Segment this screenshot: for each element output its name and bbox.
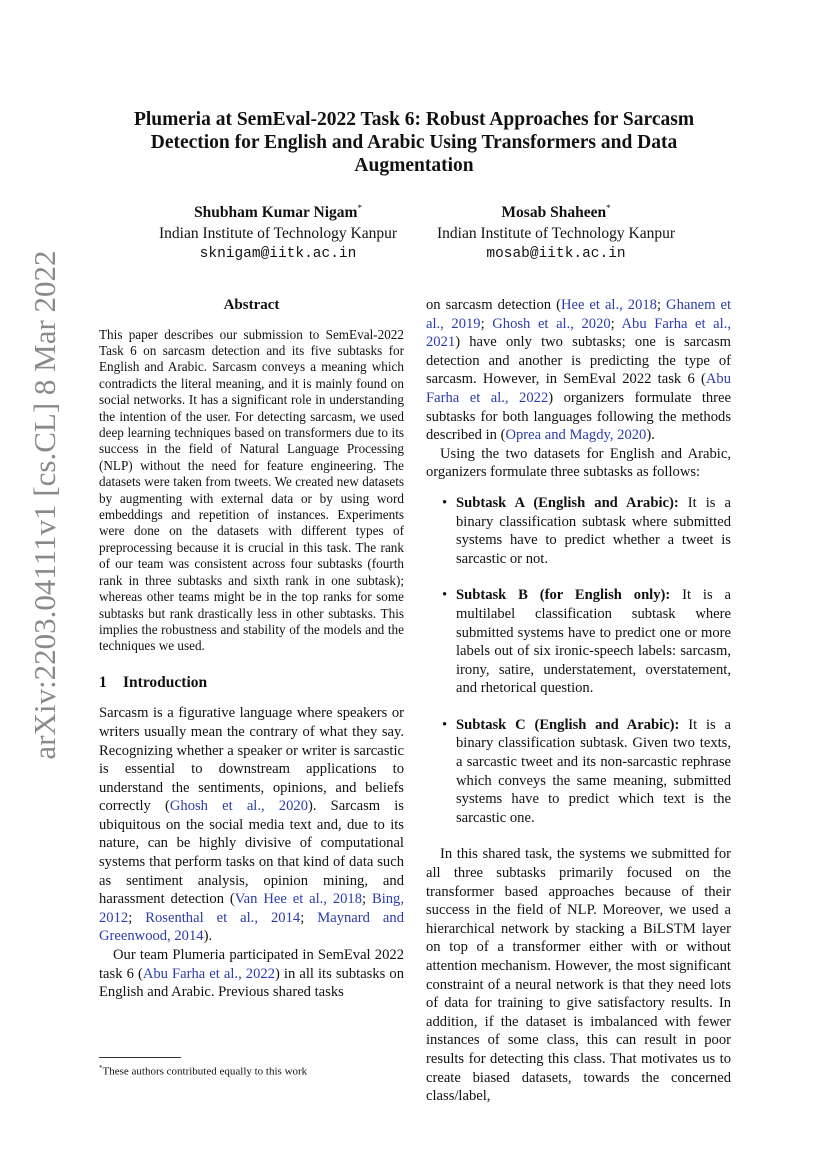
author-name: Shubham Kumar Nigam* — [194, 203, 362, 222]
body-paragraph: Using the two datasets for English and Arabic, organizers formulate three subtasks as follows: — [426, 445, 731, 481]
abstract-text: This paper describes our submission to SemEval-2022 Task 6 on sarcasm detection and its five subtasks for English and Arabic. Sarcasm conveys a meaning which contradicts the literal meaning, and it is mainly found on social networks. It has a significant role in understanding the intention of the user. For detecting sarcasm, we used deep learning techniques based on transformers due to its success in the field of Natural Language Processing (NLP) without the need for feature engineering. The datasets were taken from tweets. We created new datasets by augmenting with external data or by using word embeddings and repetition of instances. Experiments were done on the datasets with different types of preprocessing because it is crucial in this task. The rank of our team was consistent across four subtasks (fourth rank in three subtasks and sixth rank in one subtask); whereas other teams might be in the top ranks for some subtasks but rank drastically less in other subtasks. This implies the robustness and stability of the models and the techniques we used. — [99, 326, 404, 654]
subtask-label: Subtask B (for English only): — [456, 587, 671, 604]
author-email: sknigam@iitk.ac.in — [199, 246, 357, 263]
citation-link[interactable]: Abu Farha et al., 2022 — [142, 965, 275, 982]
citation-link[interactable]: Oprea and Magdy, 2020 — [505, 427, 647, 444]
subtask-text: It is a binary classification subtask where submitted systems have to predict whether a tweet is sarcastic or not. — [456, 494, 731, 567]
citation-link[interactable]: Maynard and Greenwood, 2014 — [99, 909, 405, 945]
subtask-item: • Subtask C (English and Arabic): It is a binary classification subtask. Given two texts, a sarcastic tweet and its non-sarcastic rephrase which conveys the same meaning, submitted systems have to predict which text is the sarcastic one. — [442, 716, 731, 826]
citation-link[interactable]: Ghosh et al., 2020 — [169, 798, 308, 815]
section-heading — [99, 674, 404, 693]
citation-link[interactable]: Abu Farha et al., 2021 — [426, 315, 731, 351]
abstract-heading: Abstract — [223, 297, 280, 313]
subtask-text: It is a multilabel classification subtask where submitted systems have to predict one or more labels out of six ironic-speech labels: sarcasm, irony, satire, understatement, overstatement, and rhetorical question. — [456, 587, 731, 697]
paper-title: Plumeria at SemEval-2022 Task 6: Robust Approaches for Sarcasm Detection for English and Arabic Using Transformers and Data Augmentation — [133, 109, 695, 176]
author-affiliation: Indian Institute of Technology Kanpur — [159, 225, 397, 243]
body-paragraph: In this shared task, the systems we submitted for all three subtasks primarily focused on the transformer based approaches because of their success in the field of NLP. Moreover, we used a hierarchical network by stacking a BiLSTM layer on top of a transformer either with or without attention mechanism. However, the most significant constraint of a neural network is that they need lots of data for training to give satisfactory results. In addition, if the dataset is imbalanced with fewer instances of some class, this can result in poor results for detecting this class. That motivates us to create biased datasets, towards the concerned class/label, — [426, 846, 731, 1105]
author-email: mosab@iitk.ac.in — [486, 246, 626, 263]
right-column — [426, 296, 731, 1106]
intro-paragraph-2: Our team Plumeria participated in SemEval 2022 task 6 (Abu Farha et al., 2022) in all its subtasks on English and Arabic. Previous shared tasks — [99, 947, 404, 1001]
author-name: Mosab Shaheen* — [501, 203, 611, 222]
citation-link[interactable]: Ghosh et al., 2020 — [492, 315, 611, 332]
subtask-label: Subtask C (English and Arabic): — [456, 716, 680, 733]
subtask-label: Subtask A (English and Arabic): — [456, 494, 679, 511]
subtask-item: • Subtask B (for English only): It is a multilabel classification subtask where submitted systems have to predict one or more labels out of six ironic-speech labels: sarcasm, irony, satire, understatement, overstatement, and rhetorical question. — [442, 587, 731, 697]
citation-link[interactable]: Abu Farha et al., 2022 — [426, 371, 731, 406]
author-block — [140, 198, 416, 265]
citation-link[interactable]: Rosenthal et al., 2014 — [145, 909, 301, 926]
section-number: 1 — [99, 673, 107, 691]
footnote: *These authors contributed equally to this work — [99, 1064, 308, 1078]
subtask-list — [426, 494, 731, 828]
author-block — [418, 198, 694, 265]
citation-link[interactable]: Bing, 2012 — [99, 891, 404, 926]
citation-link[interactable]: Hee et al., 2018 — [560, 297, 657, 313]
section-title: Introduction — [123, 673, 208, 691]
left-column — [99, 296, 404, 1002]
subtask-text: It is a binary classification subtask. Given two texts, a sarcastic tweet and its non-sarcastic rephrase which conveys the same meaning, submitted systems have to predict which text is the sarcastic one. — [456, 716, 731, 826]
author-affiliation: Indian Institute of Technology Kanpur — [437, 225, 675, 243]
citation-link[interactable]: Ghanem et al., 2019 — [426, 297, 731, 332]
arxiv-stamp-text: arXiv:2203.04111v1 [cs.CL] 8 Mar 2022 — [27, 250, 62, 760]
citation-link[interactable]: Van Hee et al., 2018 — [234, 891, 363, 908]
footnote-rule — [99, 1057, 181, 1058]
subtask-item: • Subtask A (English and Arabic): It is a binary classification subtask where submitted systems have to predict whether a tweet is sarcastic or not. — [442, 494, 731, 567]
body-paragraph: on sarcasm detection (Hee et al., 2018; Ghanem et al., 2019; Ghosh et al., 2020; Abu Farha et al., 2021) have only two subtasks; one is sarcasm detection and another is predicting the type of sarcasm. However, in SemEval 2022 task 6 (Abu Farha et al., 2022) organizers formulate three subtasks for both languages following the methods described in (Oprea and Magdy, 2020). — [426, 297, 731, 444]
intro-paragraph-1: Sarcasm is a figurative language where speakers or writers usually mean the contrary of what they say. Recognizing whether a speaker or writer is sarcastic is essential to downstream applications to understand the sentiments, opinions, and beliefs correctly (Ghosh et al., 2020). Sarcasm is ubiquitous on the social media text and, due to its nature, can be highly divisive of computational systems that perform tasks on that kind of data such as sentiment analysis, opinion mining, and harassment detection (Van Hee et al., 2018; Bing, 2012; Rosenthal et al., 2014; Maynard and Greenwood, 2014). — [99, 705, 405, 945]
